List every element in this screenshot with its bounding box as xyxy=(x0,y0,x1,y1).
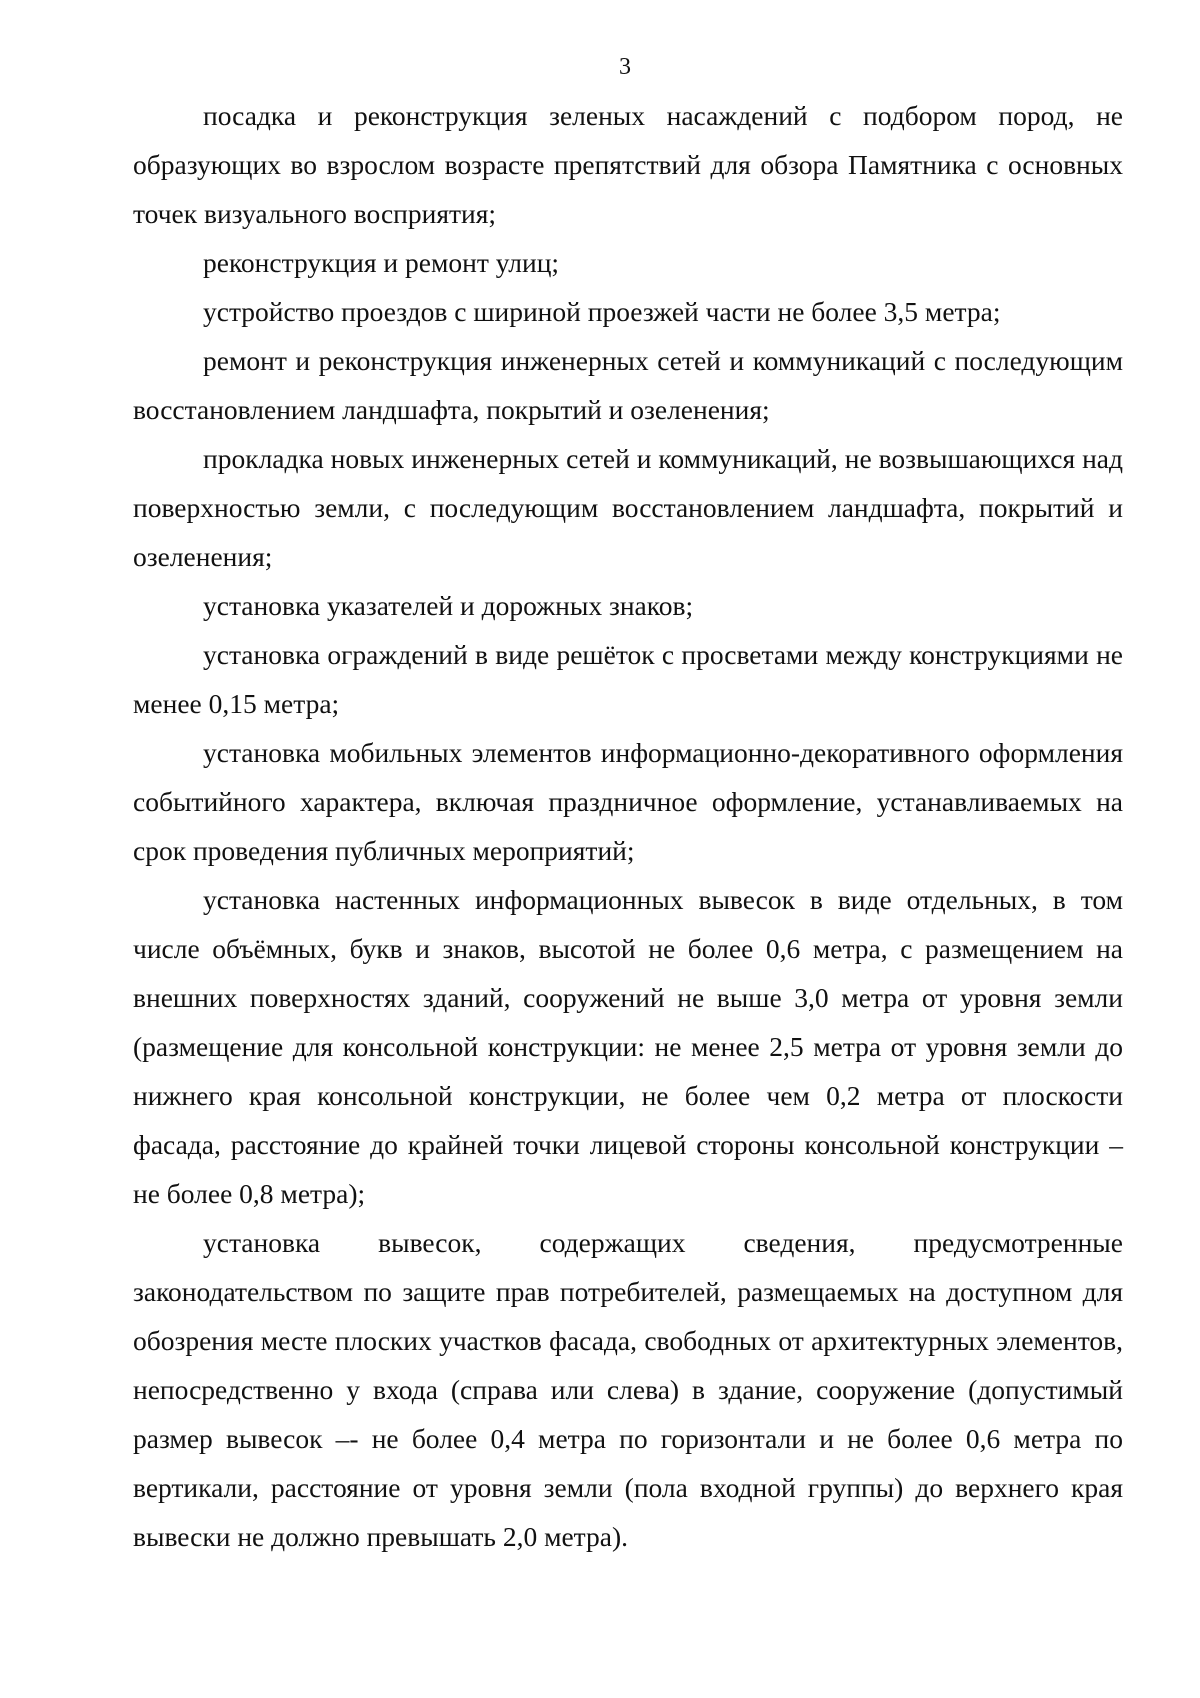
paragraph-utility-repair: ремонт и реконструкция инженерных сетей и коммуникаций с последующим восстановлением ландшафта, покрытий и озеленения; xyxy=(133,345,1123,425)
paragraph-driveways: устройство проездов с шириной проезжей части не более 3,5 метра; xyxy=(203,296,1001,327)
paragraph-consumer-signs: установка вывесок, содержащих сведения, предусмотренные законодательством по защите прав потребителей, размещаемых на доступном для обозрения месте плоских участков фасада, свободных от архитектурных элементов, непосредственно у входа (справа или слева) в здание, сооружение (допустимый размер вывесок –- не более 0,4 метра по горизонтали и не более 0,6 метра по вертикали, расстояние от уровня земли (пола входной группы) до верхнего края вывески не должно превышать 2,0 метра). xyxy=(133,1227,1123,1552)
paragraph-new-utilities: прокладка новых инженерных сетей и коммуникаций, не возвышающихся над поверхностью земли, с последующим восстановлением ландшафта, покрытий и озеленения; xyxy=(133,443,1123,572)
paragraph-fences: установка ограждений в виде решёток с просветами между конструкциями не менее 0,15 метра; xyxy=(133,639,1123,719)
paragraph-road-signs: установка указателей и дорожных знаков; xyxy=(203,590,694,621)
page-number: 3 xyxy=(619,54,631,80)
paragraph-wall-signs: установка настенных информационных вывесок в виде отдельных, в том числе объёмных, букв и знаков, высотой не более 0,6 метра, с размещением на внешних поверхностях зданий, сооружений не выше 3,0 метра от уровня земли (размещение для консольной конструкции: не менее 2,5 метра от уровня земли до нижнего края консольной конструкции, не более чем 0,2 метра от плоскости фасада, расстояние до крайней точки лицевой стороны консольной конструкции – не более 0,8 метра); xyxy=(133,884,1123,1209)
document-body xyxy=(133,91,1123,1561)
paragraph-mobile-decor: установка мобильных элементов информационно-декоративного оформления событийного характера, включая праздничное оформление, устанавливаемых на срок проведения публичных мероприятий; xyxy=(133,737,1123,866)
paragraph-streets: реконструкция и ремонт улиц; xyxy=(203,247,560,278)
paragraph-greenery: посадка и реконструкция зеленых насаждений с подбором пород, не образующих во взрослом возрасте препятствий для обзора Памятника с основных точек визуального восприятия; xyxy=(133,100,1123,229)
